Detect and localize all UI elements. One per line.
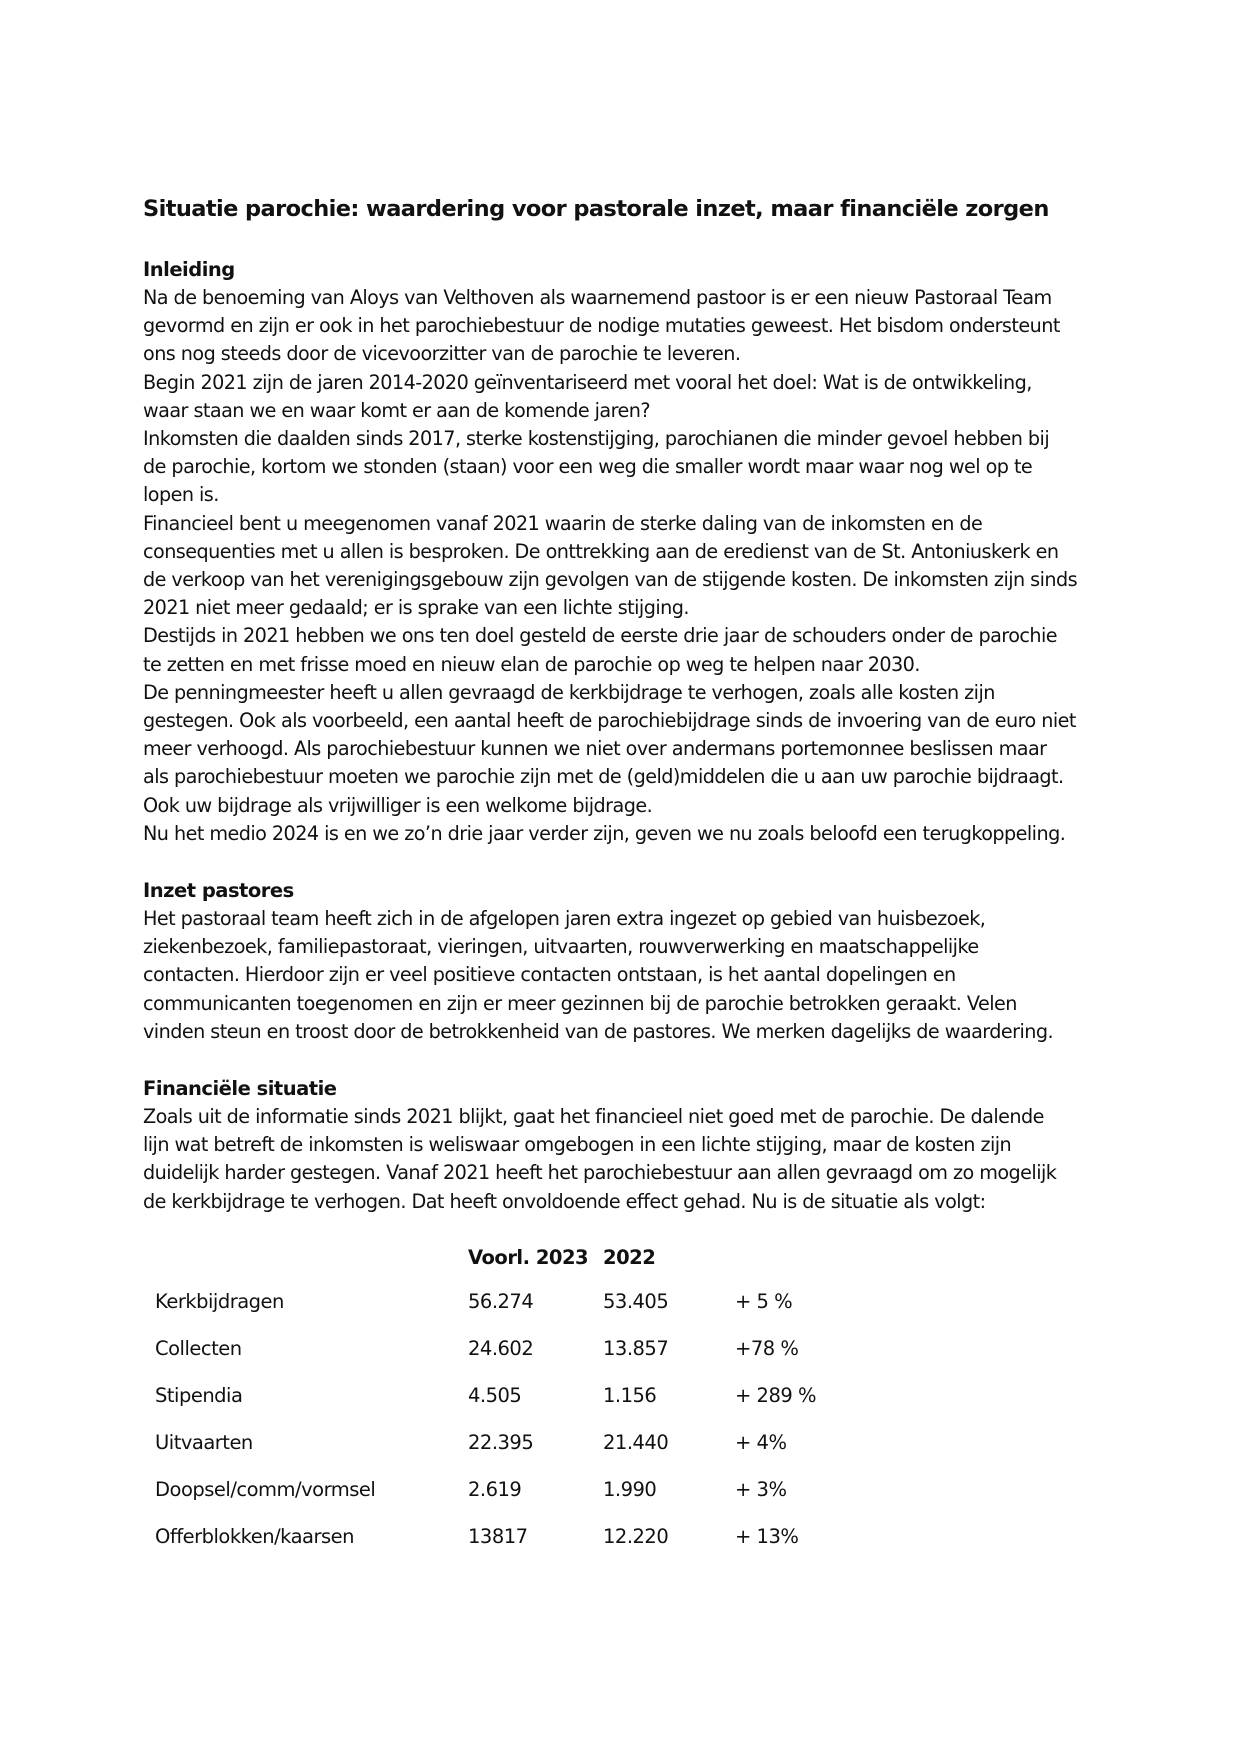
text-line: gestegen. Ook als voorbeeld, een aantal heeft de parochiebijdrage sinds de invoering van de euro niet: [143, 709, 1076, 733]
table-header-row: [143, 1244, 843, 1288]
value-2022: 13.857: [603, 1336, 669, 1360]
change-percentage: +78 %: [735, 1336, 799, 1360]
text-line: meer verhoogd. Als parochiebestuur kunnen we niet over andermans portemonnee beslissen maar: [143, 737, 1047, 761]
change-percentage: + 289 %: [735, 1383, 816, 1407]
text-line: ziekenbezoek, familiepastoraat, vieringen, uitvaarten, rouwverwerking en maatschappelijke: [143, 935, 979, 959]
section-inzet-pastores: [143, 877, 1108, 1046]
row-label: Kerkbijdragen: [155, 1289, 284, 1313]
text-line: contacten. Hierdoor zijn er veel positieve contacten ontstaan, is het aantal dopelingen en: [143, 963, 956, 987]
financial-table: [143, 1244, 843, 1570]
row-label: Collecten: [155, 1336, 242, 1360]
text-line: Zoals uit de informatie sinds 2021 blijkt, gaat het financieel niet goed met de parochie. De dalende: [143, 1105, 1044, 1129]
table-row: [143, 1429, 843, 1476]
paragraph-financiele-situatie: [143, 1103, 1108, 1216]
paragraph-inleiding: [143, 284, 1108, 848]
value-2023: 22.395: [468, 1430, 534, 1454]
section-financiele-situatie: [143, 1075, 1108, 1216]
section-heading-inleiding: Inleiding: [143, 258, 235, 281]
row-label: Doopsel/comm/vormsel: [155, 1477, 376, 1501]
text-line: Nu het medio 2024 is en we zo’n drie jaar verder zijn, geven we nu zoals beloofd een terugkoppeling.: [143, 821, 1066, 845]
text-line: Het pastoraal team heeft zich in de afgelopen jaren extra ingezet op gebied van huisbezoek,: [143, 907, 986, 931]
document-page: [143, 193, 1108, 1570]
text-line: Ook uw bijdrage als vrijwilliger is een welkome bijdrage.: [143, 793, 653, 817]
text-line: duidelijk harder gestegen. Vanaf 2021 heeft het parochiebestuur aan allen gevraagd om zo mogelijk: [143, 1161, 1057, 1185]
value-2022: 1.156: [603, 1383, 657, 1407]
value-2023: 56.274: [468, 1289, 534, 1313]
row-label: Uitvaarten: [155, 1430, 253, 1454]
value-2023: 4.505: [468, 1383, 522, 1407]
change-percentage: + 4%: [735, 1430, 787, 1454]
change-percentage: + 13%: [735, 1524, 799, 1548]
text-line: lijn wat betreft de inkomsten is weliswaar omgebogen in een lichte stijging, maar de kosten zijn: [143, 1133, 1012, 1157]
table-row: [143, 1476, 843, 1523]
value-2023: 24.602: [468, 1336, 534, 1360]
change-percentage: + 3%: [735, 1477, 787, 1501]
text-line: communicanten toegenomen en zijn er meer gezinnen bij de parochie betrokken geraakt. Velen: [143, 991, 1017, 1015]
section-heading-financiele-situatie: Financiële situatie: [143, 1077, 337, 1101]
page-title: Situatie parochie: waardering voor pastorale inzet, maar financiële zorgen: [143, 196, 1049, 222]
value-2023: 2.619: [468, 1477, 522, 1501]
paragraph-inzet-pastores: [143, 905, 1108, 1046]
text-line: 2021 niet meer gedaald; er is sprake van een lichte stijging.: [143, 596, 689, 620]
text-line: consequenties met u allen is besproken. De onttrekking aan de eredienst van de St. Antoniuskerk en: [143, 539, 1059, 563]
table-row: [143, 1523, 843, 1570]
column-header-2022: 2022: [603, 1245, 656, 1269]
value-2022: 21.440: [603, 1430, 669, 1454]
row-label: Offerblokken/kaarsen: [155, 1524, 355, 1548]
value-2023: 13817: [468, 1524, 528, 1548]
text-line: de verkoop van het verenigingsgebouw zijn gevolgen van de stijgende kosten. De inkomsten zijn sinds: [143, 568, 1078, 592]
text-line: Destijds in 2021 hebben we ons ten doel gesteld de eerste drie jaar de schouders onder de parochie: [143, 624, 1058, 648]
change-percentage: + 5 %: [735, 1289, 793, 1313]
text-line: lopen is.: [143, 483, 219, 507]
row-label: Stipendia: [155, 1383, 243, 1407]
text-line: Financieel bent u meegenomen vanaf 2021 waarin de sterke daling van de inkomsten en de: [143, 511, 983, 535]
column-header-2023: Voorl. 2023: [468, 1245, 589, 1269]
text-line: als parochiebestuur moeten we parochie zijn met de (geld)middelen die u aan uw parochie bijdraagt.: [143, 765, 1064, 789]
text-line: gevormd en zijn er ook in het parochiebestuur de nodige mutaties geweest. Het bisdom ondersteunt: [143, 314, 1060, 338]
value-2022: 1.990: [603, 1477, 657, 1501]
text-line: Na de benoeming van Aloys van Velthoven als waarnemend pastoor is er een nieuw Pastoraal Team: [143, 286, 1052, 309]
text-line: de kerkbijdrage te verhogen. Dat heeft onvoldoende effect gehad. Nu is de situatie als volgt:: [143, 1189, 986, 1213]
value-2022: 12.220: [603, 1524, 669, 1548]
text-line: waar staan we en waar komt er aan de komende jaren?: [143, 398, 651, 422]
table-row: [143, 1288, 843, 1335]
section-inleiding: [143, 256, 1108, 848]
text-line: de parochie, kortom we stonden (staan) voor een weg die smaller wordt maar waar nog wel op te: [143, 455, 1033, 479]
text-line: ons nog steeds door de vicevoorzitter van de parochie te leveren.: [143, 342, 741, 366]
text-line: Inkomsten die daalden sinds 2017, sterke kostenstijging, parochianen die minder gevoel hebben bij: [143, 427, 1050, 451]
text-line: Begin 2021 zijn de jaren 2014-2020 geïnventariseerd met vooral het doel: Wat is de ontwikkeling,: [143, 370, 1032, 394]
table-row: [143, 1335, 843, 1382]
section-heading-inzet-pastores: Inzet pastores: [143, 879, 294, 903]
table-row: [143, 1382, 843, 1429]
text-line: De penningmeester heeft u allen gevraagd de kerkbijdrage te verhogen, zoals alle kosten zijn: [143, 680, 995, 704]
text-line: vinden steun en troost door de betrokkenheid van de pastores. We merken dagelijks de waardering.: [143, 1019, 1054, 1043]
value-2022: 53.405: [603, 1289, 669, 1313]
text-line: te zetten en met frisse moed en nieuw elan de parochie op weg te helpen naar 2030.: [143, 652, 920, 676]
